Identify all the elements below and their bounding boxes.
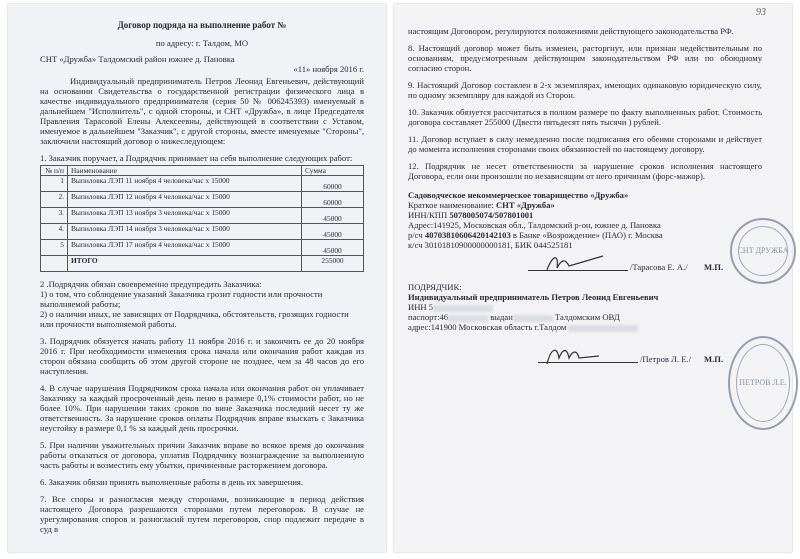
- page-mark: 93: [756, 7, 766, 18]
- redacted-area: [433, 305, 493, 312]
- table-header: [41, 166, 364, 176]
- redacted-area: [568, 325, 638, 332]
- header-sum: Сумма: [302, 166, 364, 176]
- row-number: 1: [41, 176, 68, 192]
- customer-short-name: [408, 200, 762, 210]
- contractor-passport: [408, 312, 762, 322]
- inn-label: ИНН/КПП: [408, 210, 448, 220]
- contractor-block: [408, 282, 787, 387]
- total-label: ИТОГО: [68, 256, 302, 272]
- section-8: 8. Настоящий договор может быть изменен, расторгнут, или признан недействительным по основаниям, предусмотренным действующим законодательством РФ или по обоюдному согласию сторон.: [408, 43, 762, 73]
- contractor-stamp: [728, 336, 798, 430]
- contractor-signer: /Петров Л. Е./: [640, 354, 691, 364]
- passport-authority: Талдомским ОВД: [554, 312, 620, 322]
- table-row: [41, 192, 364, 208]
- section-2-item-2: 2) о наличии иных, не зависящих от Подрядчика, обстоятельств, грозящих годности или прочности выполняемой работы.: [40, 309, 349, 329]
- row-name: Выпиловка ЛЭП 13 ноября 3 человека/час х 15000: [68, 208, 302, 224]
- document-title: Договор подряда на выполнение работ №: [117, 20, 287, 30]
- header-number: № п/п: [41, 166, 68, 176]
- section-2: 2 .Подрядчик обязан своевременно предупредить Заказчика:: [40, 279, 262, 289]
- contract-date: «11» ноября 2016 г.: [293, 64, 364, 74]
- customer-corr-account: к/сч 30101810900000000181, БИК 044525181: [408, 240, 573, 250]
- customer-stamp-text: СНТ ДРУЖБА: [737, 246, 789, 255]
- account-label: р/сч: [408, 230, 423, 240]
- section-10: 10. Заказчик обязуется рассчитаться в полном размере по факту выполненных работ. Стоимость договора составляет 255000 (Двести пятьдесят пять тысячи ) рублей.: [408, 107, 762, 127]
- section-4: 4. В случае нарушения Подрядчиком срока начала или окончания работ он уплачивает Заказчику за каждый просроченный день пеню в размере 0,1% стоимости работ, но не более 10%. При нарушении таких сроков по вине Заказчика последний несет ту же ответственность. За нарушение сроков оплаты Подрядчик вправе взыскать с Заказчика неустойку в размере 0,1 % за каждый день просрочки.: [40, 383, 364, 433]
- customer-mp: М.П.: [704, 262, 724, 272]
- works-table: [40, 165, 364, 272]
- address-line: по адресу: г. Талдом, МО: [155, 38, 249, 48]
- contractor-address-text: адрес:141900 Московская область г.Талдом: [408, 322, 567, 332]
- table-row: [41, 240, 364, 256]
- redacted-area: [513, 315, 553, 322]
- row-name: Выпиловка ЛЭП 11 ноября 4 человека/час х 15000: [68, 176, 302, 192]
- customer-address: Адрес:141925, Московская обл., Талдомский р-он, южнее д. Пановка: [408, 220, 661, 230]
- contractor-inn-value: ИНН 5: [408, 302, 434, 312]
- passport-prefix: паспорт:46: [408, 312, 449, 322]
- section-3: 3. Подрядчик обязуется начать работу 11 ноября 2016 г. и закончить ее до 20 ноября 2016 г. При необходимости изменения срока начала или окончания работ каждая из сторон обязана сообщить об этом другой стороне не позднее, чем за 48 часов до его наступления.: [40, 336, 364, 376]
- customer-org: Садоводческое некоммерческое товарищество «Дружба»: [408, 190, 629, 200]
- row-name: Выпиловка ЛЭП 17 ноября 4 человека/час х 15000: [68, 240, 302, 256]
- contractor-mp: М.П.: [704, 354, 724, 364]
- passport-issued: выдан: [490, 312, 513, 322]
- contractor-inn: [408, 302, 762, 312]
- section-11: 11. Договор вступает в силу немедленно после подписания его обеими сторонами и действует до момента исполнения сторонами своих обязанностей по настоящему договору.: [408, 134, 762, 154]
- section-7: 7. Все споры и разногласия между сторонами, возникающие в период действия настоящего Договора разрешаются сторонами путем переговоров. В случае не урегулирования споров и разногласий путем переговоров, спор подлежит передаче в суд в: [40, 494, 364, 534]
- row-sum: 60000: [302, 176, 364, 192]
- row-sum: 45000: [302, 240, 364, 256]
- row-sum: 45000: [302, 224, 364, 240]
- row-name: Выпиловка ЛЭП 14 ноября 3 человека/час х 15000: [68, 224, 302, 240]
- table-row: [41, 224, 364, 240]
- contractor-stamp-text: ПЕТРОВ Л.Е.: [739, 378, 787, 387]
- section-6: 6. Заказчик обязан принять выполненные работы в день их завершения.: [40, 477, 304, 487]
- account-value: 40703810606420142103: [424, 230, 511, 240]
- customer-signature-block: [408, 250, 762, 276]
- short-name-label: Краткое наименование:: [408, 200, 494, 210]
- row-name: Выпиловка ЛЭП 12 ноября 4 человека/час х 15000: [68, 192, 302, 208]
- section-9: 9. Настоящий Договор составлен в 2-х экземплярах, имеющих одинаковую юридическую силу, по одному экземпляру для каждой из Сторон.: [408, 80, 762, 100]
- customer-account: [408, 230, 762, 240]
- row-sum: 45000: [302, 208, 364, 224]
- row-number: 4.: [41, 224, 68, 240]
- section-2-item-1: 1) о том, что соблюдение указаний Заказчика грозит годности или прочности выполняемой работы;: [40, 289, 323, 309]
- header-name: Наименование: [68, 166, 302, 176]
- contractor-address: [408, 322, 762, 332]
- table-row: [41, 208, 364, 224]
- row-sum: 60000: [302, 192, 364, 208]
- customer-stamp: [730, 218, 796, 284]
- total-sum: 255000: [302, 256, 364, 272]
- inn-value: 5078005074/507801001: [449, 210, 534, 220]
- contractor-heading: ПОДРЯДЧИК:: [408, 282, 462, 292]
- continuation: настоящим Договором, регулируются положениями действующего законодательства РФ.: [408, 26, 734, 36]
- customer-block: [408, 190, 789, 276]
- contract-page-2: [394, 4, 792, 552]
- row-number: 3.: [41, 208, 68, 224]
- section-1: 1. Заказчик поручает, а Подрядчик принимает на себя выполнение следующих работ:: [40, 153, 353, 163]
- short-name-value: СНТ «Дружба»: [495, 200, 555, 210]
- contractor-name: Индивидуальный предприниматель Петров Леонид Евгеньевич: [408, 292, 659, 302]
- customer-signer: /Тарасова Е. А./: [630, 262, 688, 272]
- redacted-area: [448, 315, 488, 322]
- location-line: СНТ «Дружба» Талдомский район южнее д. Пановка: [40, 54, 235, 64]
- customer-signature: [543, 250, 613, 274]
- table-total-row: [41, 256, 364, 272]
- contractor-signature: [543, 342, 603, 366]
- total-number-cell: [41, 256, 68, 272]
- contractor-signature-block: [408, 342, 762, 368]
- contract-page-1: [8, 4, 386, 552]
- bank-name: в Банке «Возрождение» (ПАО) г. Москва: [512, 230, 663, 240]
- customer-inn: [408, 210, 762, 220]
- section-5: 5. При наличии уважительных причин Заказчик вправе во всякое время до окончания работы отказаться от договора, уплатив Подрядчику вознаграждение за выполненную часть работы и возместить ему убытки, причиненные расторжением договора.: [40, 440, 364, 470]
- row-number: 5: [41, 240, 68, 256]
- row-number: 2.: [41, 192, 68, 208]
- preamble: Индивидуальный предприниматель Петров Леонид Евгеньевич, действующий на основании Свидетельства о государственной регистрации физического лица в качестве индивидуального предпринимателя (серия 50 № 006245393) именуемый в дальнейшем "Исполнитель", с одной стороны, и СНТ «Дружба», в лице Председателя Правления Тарасовой Елены Алексеевны, действующей в соответствии с Уставом, именуемое в дальнейшем "Заказчик", с другой стороны, вместе именуемые "Стороны", заключили настоящий договор о нижеследующем:: [40, 76, 364, 146]
- table-row: [41, 176, 364, 192]
- section-12: 12. Подрядчик не несет ответственности за нарушение сроков исполнения настоящего Договора, если они произошли по независящим от него причинам (форс-мажор).: [408, 161, 762, 181]
